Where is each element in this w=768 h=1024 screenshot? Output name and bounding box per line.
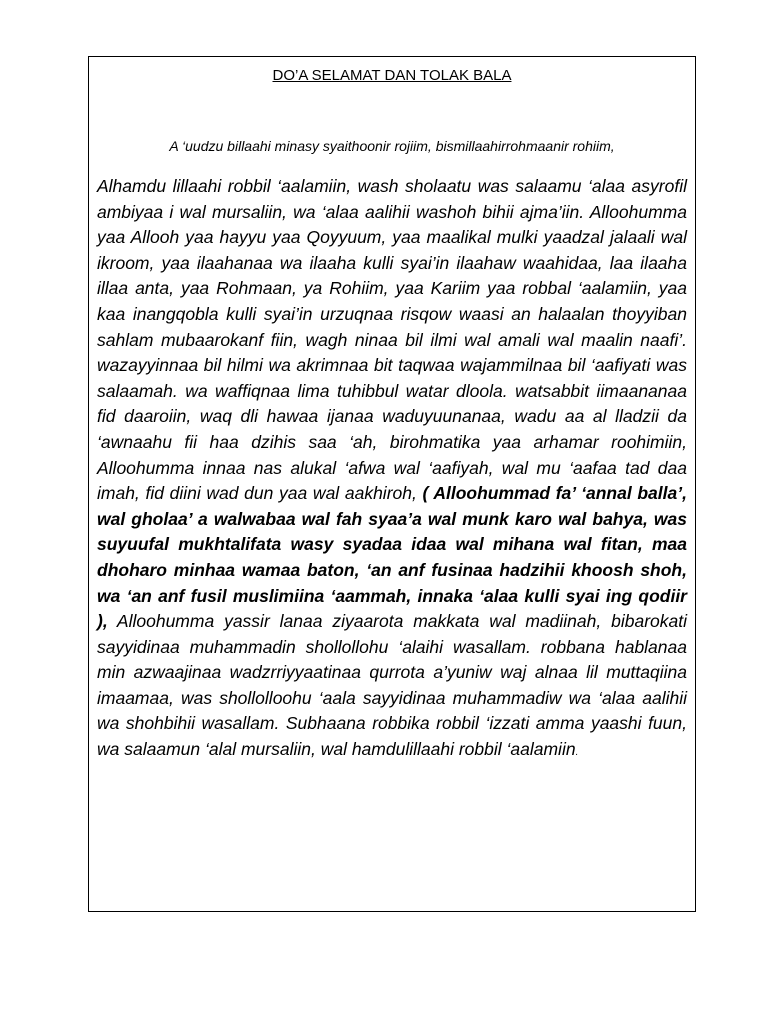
document-title: DO’A SELAMAT DAN TOLAK BALA <box>272 67 512 84</box>
prayer-text-part-1: Alhamdu lillaahi robbil ‘aalamiin, wash sholaatu was salaamu ‘alaa asyrofil ambiyaa i wal mursaliin, wa ‘alaa aalihii washoh bihii ajma’iin. Alloohumma yaa Allooh yaa hayyu yaa Qoyyuum, yaa maalikal mulki yaadzal jalaali wal ikroom, yaa ilaahanaa wa ilaaha kulli syai’in ilaahaw waahidaa, laa ilaaha illaa anta, yaa Rohmaan, ya Rohiim, yaa Kariim yaa robbal ‘aalamiin, yaa kaa inangqobla kulli syai’in urzuqnaa risqow waasi an halaalan thoyyiban sahlam mubaarokanf fiin, wagh ninaa bil ilmi wal amali wal maalin naafi’. wazayyinnaa bil hilmi wa akrimnaa bit taqwaa wajammilnaa bil ‘aafiyati was salaamah. wa waffiqnaa lima tuhibbul watar dloola. watsabbit iimaananaa fid daaroiin, waq dli hawaa ijanaa waduyuunanaa, wadu aa al lladzii da ‘awnaahu fii haa dzihis saa ‘ah, birohmatika yaa arhamar roohimiin, Alloohumma innaa nas alukal ‘afwa wal ‘aafiyah, wal mu ‘aafaa tad daa imah, fid diini wad dun yaa wal aakhiroh, <box>97 176 687 504</box>
prayer-text-part-2: Alloohumma yassir lanaa ziyaarota makkata wal madiinah, bibarokati sayyidinaa muhammadin shollollohu ‘alaihi wasallam. robbana hablanaa min azwaajinaa wadzrriyyaatinaa qurrota a’yuniw waj alnaa lil muttaqiina imaamaa, was shollolloohu ‘aala sayyidinaa muhammadiw wa ‘alaa aalihii wa shohbihii wasallam. Subhaana robbika robbil ‘izzati amma yaashi fuun, wa salaamun ‘alal mursaliin, wal hamdulillaahi robbil ‘aalamiin <box>97 611 687 760</box>
prayer-text-bold-part: ( Alloohummad fa’ ‘annal balla’, wal gholaa’ a walwabaa wal fah syaa’a wal munk karo wal bahya, was suyuufal mukhtalifata wasy syadaa idaa wal mihana wal fitan, maa dhoharo minhaa wamaa baton, ‘an anf fusinaa hadzihii khoosh shoh, wa ‘an anf fusil muslimiina ‘aammah, innaka ‘alaa kulli syai ing qodiir ), <box>97 483 687 632</box>
document-frame <box>88 56 696 912</box>
prayer-text <box>97 174 687 766</box>
prayer-text-end: . <box>575 747 579 759</box>
intro-line: A ‘uudzu billaahi minasy syaithoonir rojiim, bismillaahirrohmaanir rohiim, <box>169 138 615 154</box>
